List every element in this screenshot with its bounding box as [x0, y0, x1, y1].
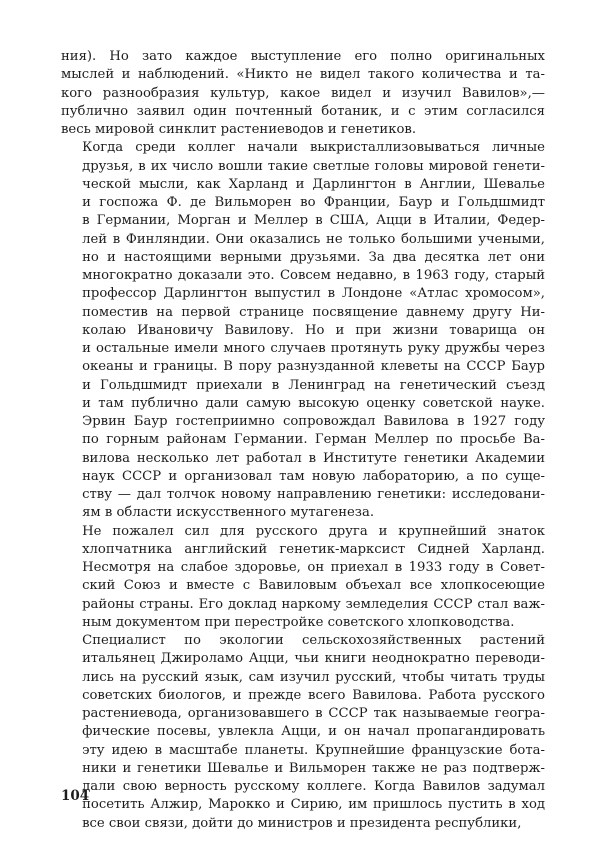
text-line: профессор Дарлингтон выпустил в Лондоне «Атлас хромосом»,: [82, 286, 545, 302]
text-line: Специалист по экологии сельскохозяйственных растений: [82, 633, 545, 648]
text-line: дали свою верность русскому коллеге. Когда Вавилов задумал: [82, 779, 545, 794]
text-line: весь мировой синклит растениеводов и генетиков.: [61, 122, 417, 137]
text-line: океаны и границы. В пору разнузданной клеветы на СССР Баур: [82, 359, 545, 375]
text-line: итальянец Джироламо Ацци, чьи книги неоднократно переводи-: [82, 651, 545, 667]
text-line: фические посевы, увлекла Ацци, и он начал пропагандировать: [82, 724, 545, 740]
text-line: ники и генетики Шевалье и Вильморен также не раз подтверж-: [82, 760, 545, 776]
text-line: растениевода, организовавшего в СССР так называемые геогра-: [82, 706, 545, 721]
text-line: Не пожалел сил для русского друга и крупнейший знаток: [82, 523, 545, 539]
text-line: кого разнообразия культур, какое видел и изучил Вавилов»,—: [61, 85, 545, 101]
text-line: наук СССР и организовал там новую лабораторию, а по суще-: [82, 468, 545, 484]
text-line: ям в области искусственного мутагенеза.: [82, 505, 375, 521]
page-number: 104: [61, 788, 90, 804]
text-line: посетить Алжир, Марокко и Сирию, им пришлось пустить в ход: [82, 797, 545, 813]
paragraph: [61, 139, 545, 522]
body-text: [61, 48, 545, 833]
text-line: в Германии, Морган и Меллер в США, Ацци в Италии, Федер-: [82, 213, 545, 229]
text-line: публично заявил один почтенный ботаник, и с этим согласился: [61, 103, 545, 119]
text-line: районы страны. Его доклад наркому земледелия СССР стал важ-: [82, 596, 545, 612]
text-line: хлопчатника английский генетик-марксист Сидней Харланд.: [82, 541, 545, 557]
text-line: по горным районам Германии. Герман Меллер по просьбе Ва-: [82, 432, 545, 448]
paragraph: [61, 523, 545, 633]
text-line: и Гольдшмидт приехали в Ленинград на генетический съезд: [82, 377, 545, 393]
text-line: и остальные имели много случаев протянуть руку дружбы через: [82, 341, 545, 356]
text-line: Когда среди коллег начали выкристаллизовываться личные: [82, 140, 545, 156]
text-line: друзья, в их число вошли такие светлые головы мировой генети-: [82, 158, 545, 174]
text-line: Эрвин Баур гостеприимно сопровождал Вавилова в 1927 году: [82, 414, 545, 429]
text-line: поместив на первой странице посвящение давнему другу Ни-: [82, 304, 545, 320]
text-line: и там публично дали самую высокую оценку советской науке.: [82, 395, 545, 411]
text-line: ния). Но зато каждое выступление его полно оригинальных: [61, 49, 545, 64]
text-line: все свои связи, дойти до министров и президента республики,: [82, 815, 522, 831]
text-line: лей в Финляндии. Они оказались не только большими учеными,: [82, 231, 545, 247]
text-line: советских биологов, и прежде всего Вавилова. Работа русского: [82, 687, 545, 703]
text-line: эту идею в масштабе планеты. Крупнейшие французские бота-: [82, 742, 545, 758]
text-line: ский Союз и вместе с Вавиловым объехал все хлопкосеющие: [82, 578, 545, 594]
paragraph: [61, 632, 545, 833]
text-line: ческой мысли, как Харланд и Дарлингтон в Англии, Шевалье: [82, 176, 545, 192]
text-line: ным документом при перестройке советского хлопководства.: [82, 614, 515, 630]
text-line: вилова несколько лет работал в Институте генетики Академии: [82, 450, 545, 466]
text-line: колаю Ивановичу Вавилову. Но и при жизни товарища он: [82, 322, 545, 338]
text-line: многократно доказали это. Совсем недавно, в 1963 году, старый: [82, 268, 545, 283]
text-line: лись на русский язык, сам изучил русский, чтобы читать труды: [82, 669, 545, 685]
text-line: и госпожа Ф. де Вильморен во Франции, Баур и Гольдшмидт: [82, 195, 545, 210]
text-line: но и настоящими верными друзьями. За два десятка лет они: [82, 249, 545, 265]
text-line: ству — дал толчок новому направлению генетики: исследовани-: [82, 487, 545, 502]
text-line: мыслей и наблюдений. «Никто не видел такого количества и та-: [61, 67, 545, 83]
paragraph: [61, 48, 545, 139]
text-line: Несмотря на слабое здоровье, он приехал в 1933 году в Совет-: [82, 560, 545, 575]
